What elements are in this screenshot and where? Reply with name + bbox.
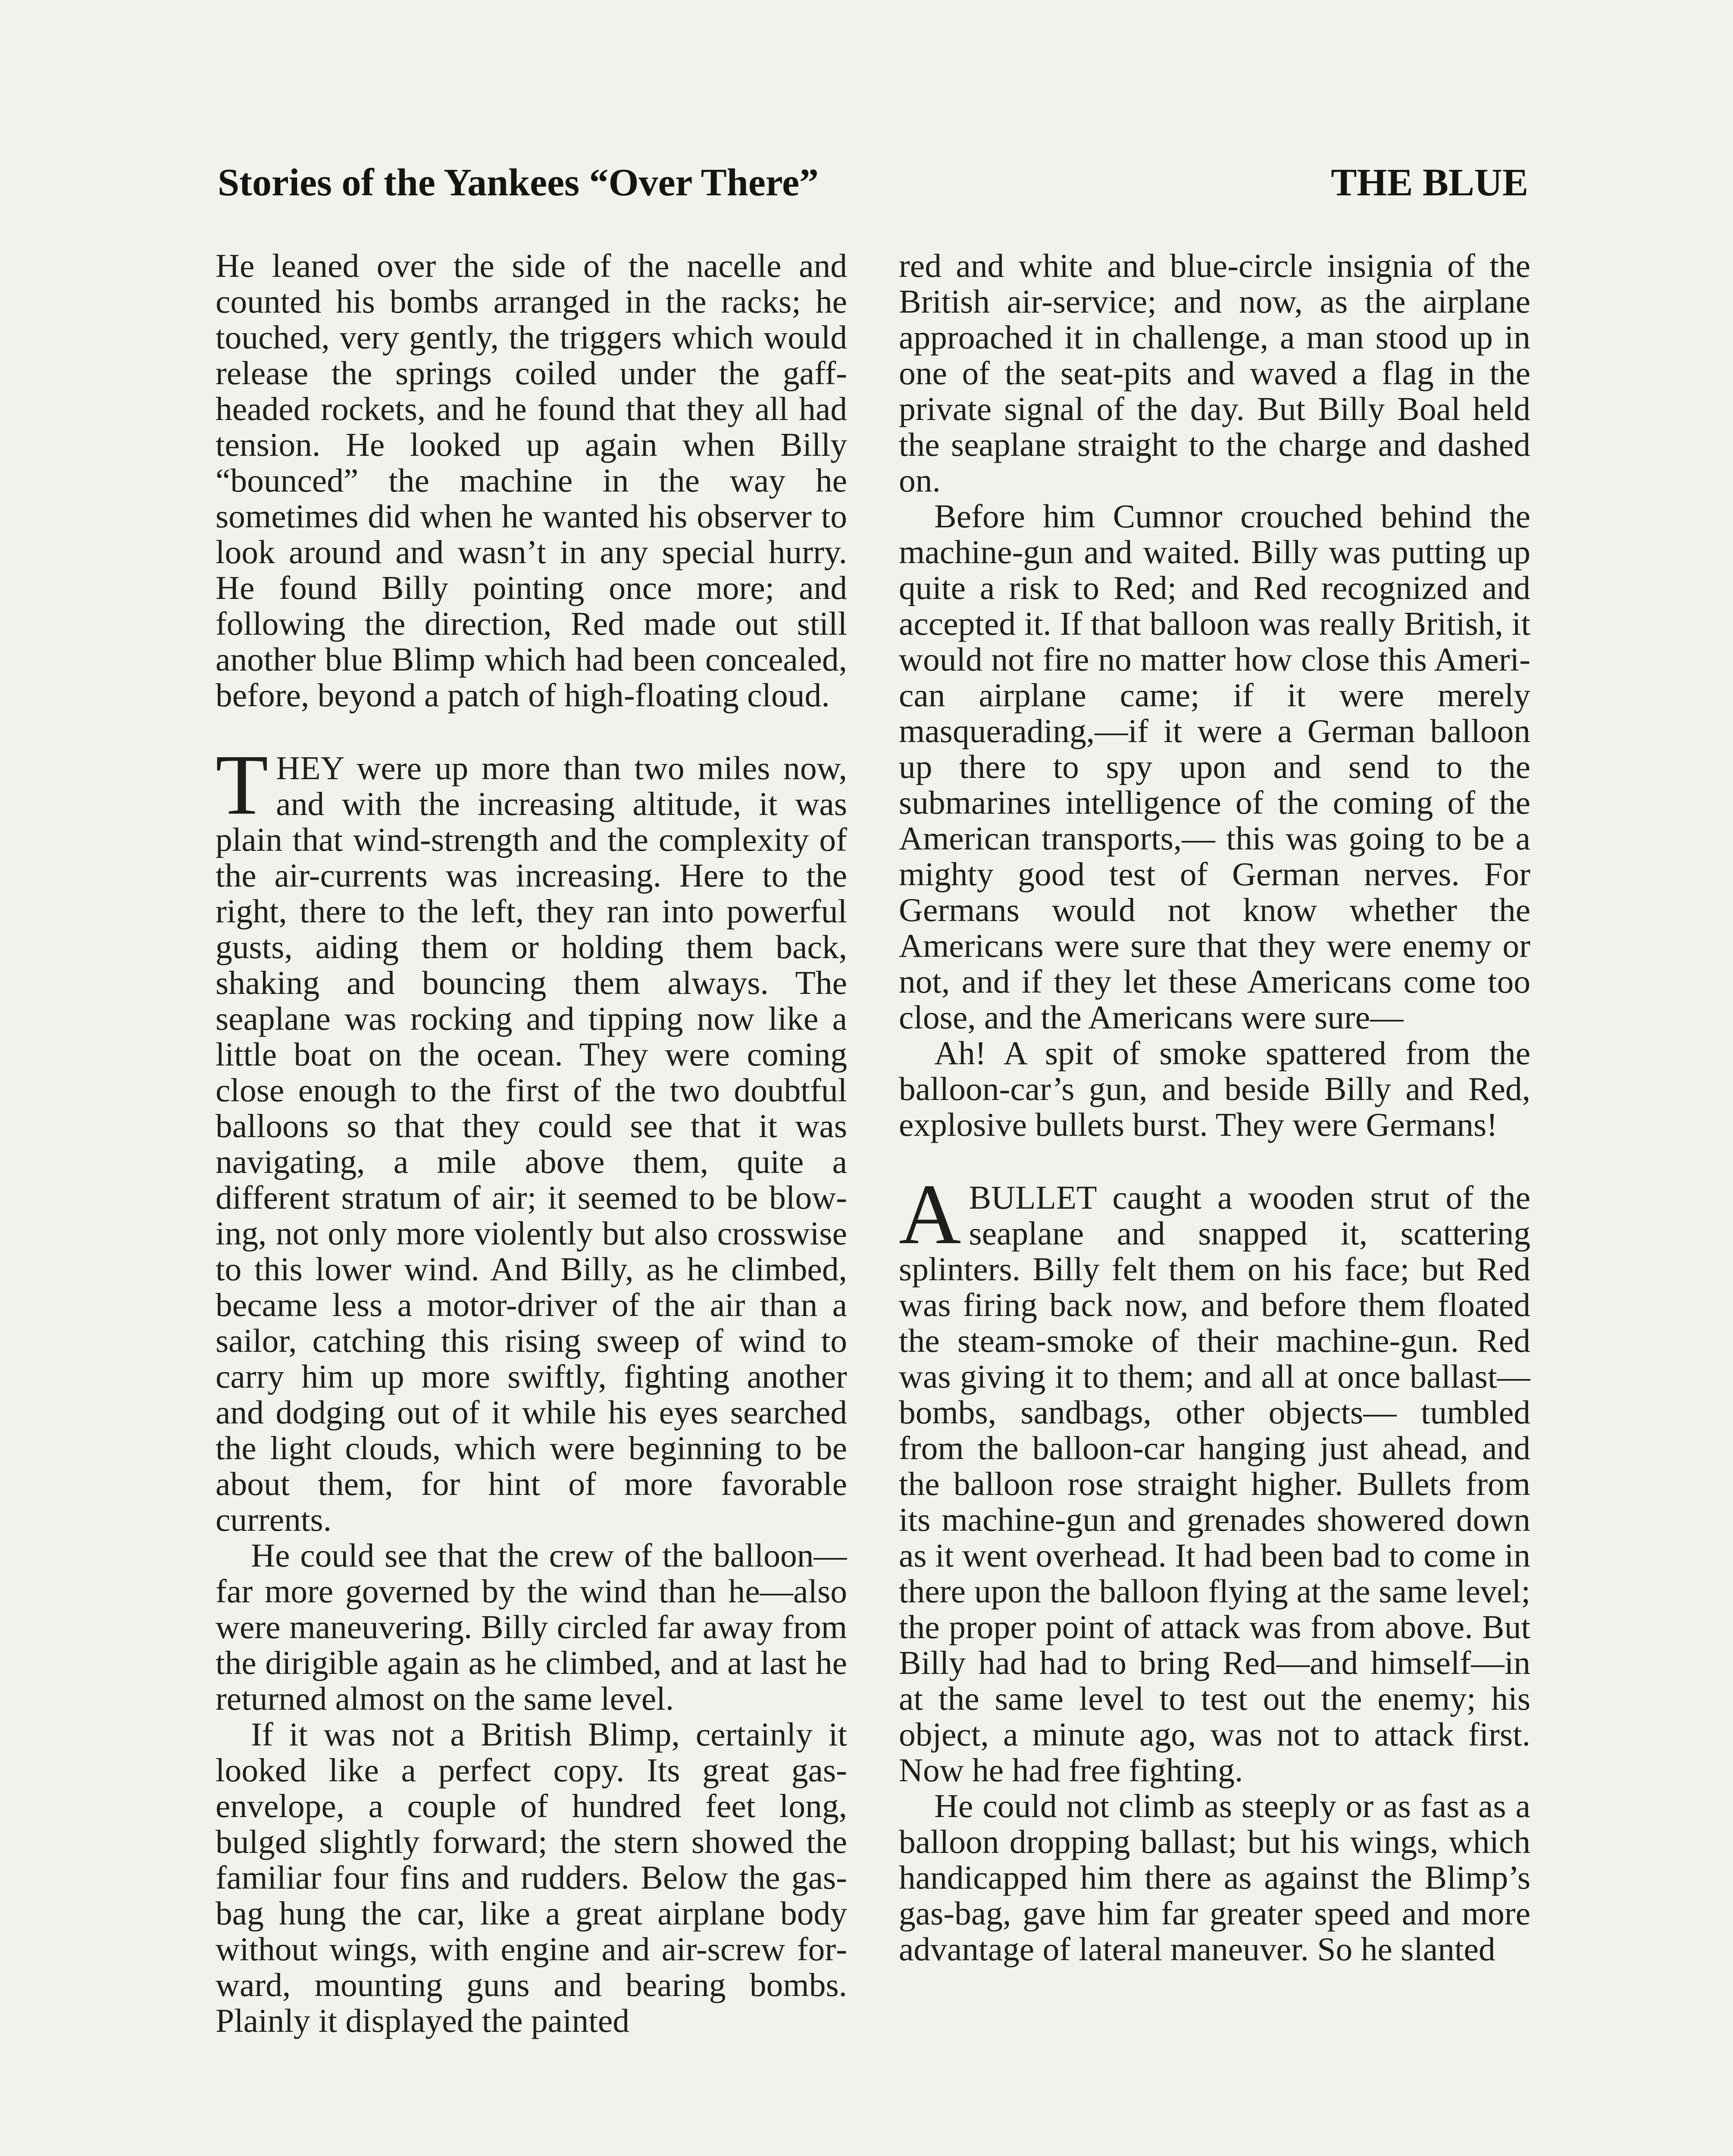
left-column [216, 248, 847, 2156]
paragraph: red and white and blue-circle insignia of the British air-service; and now, as the airplane approached it in challenge, a man stood up in one of the seat-pits and waved a flag in the private signal of the day. But Billy Boal held the seaplane straight to the charge and dashed on. [899, 248, 1530, 499]
paragraph: Ah! A spit of smoke spattered from the balloon-car’s gun, and beside Billy and Red, explosive bullets burst. They were Germans! [899, 1034, 1530, 1143]
drop-cap-paragraph: ABULLET caught a wooden strut of the seaplane and snapped it, scattering splinters. Billy felt them on his face; but Red was firing back now, and before them floated the steam-smoke of their machine-gun. Red was giving it to them; and all at once ballast—bombs, sandbags, other objects— tumbled from the balloon-car hanging just ahead, and the balloon rose straight higher. Bullets from its machine-gun and grenades showered down as it went overhead. It had been bad to come in there upon the balloon flying at the same level; the proper point of attack was from above. But Billy had had to bring Red—and himself—in at the same level to test out the enemy; his object, a minute ago, was not to attack first. Now he had free fighting. [899, 1167, 1530, 1789]
running-header [218, 160, 1528, 216]
drop-cap-paragraph: THEY were up more than two miles now, and with the increasing altitude, it was plain that wind-strength and the complexity of the air-currents was increasing. Here to the right, there to the left, they ran into powerful gusts, aiding them or holding them back, shaking and bouncing them always. The seaplane was rocking and tipping now like a little boat on the ocean. They were coming close enough to the first of the two doubtful balloons so that they could see that it was navigating, a mile above them, quite a different stratum of air; it seemed to be blowing, not only more violently but also crosswise to this lower wind. And Billy, as he climbed, became less a motor-driver of the air than a sailor, catching this rising sweep of wind to carry him up more swiftly, fighting another and dodging out of it while his eyes searched the light clouds, which were beginning to be about them, for hint of more favorable currents. [216, 737, 847, 1538]
paragraph: He could see that the crew of the balloon—far more governed by the wind than he—also were maneuvering. Billy circled far away from the dirigible again as he climbed, and at last he returned almost on the same level. [216, 1537, 847, 1717]
magazine-name: THE BLUE [1331, 161, 1528, 204]
story-title: Stories of the Yankees “Over There” [218, 161, 819, 204]
text-columns [216, 248, 1530, 2156]
right-column [899, 248, 1530, 2156]
paragraph: If it was not a British Blimp, certainly it looked like a perfect copy. Its great gas-envelope, a couple of hundred feet long, bulged slightly forward; the stern showed the familiar four fins and rudders. Below the gas-bag hung the car, like a great airplane body without wings, with engine and air-screw forward, mounting guns and bearing bombs. Plainly it displayed the painted [216, 1716, 847, 2039]
paragraph: He could not climb as steeply or as fast as a balloon dropping ballast; but his wings, which handicapped him there as against the Blimp’s gas-bag, gave him far greater speed and more advantage of lateral maneuver. So he slanted [899, 1787, 1530, 1968]
paragraph: Before him Cumnor crouched behind the machine-gun and waited. Billy was putting up quite a risk to Red; and Red recognized and accepted it. If that balloon was really British, it would not fire no matter how close this American airplane came; if it were merely masquerading,—if it were a German balloon up there to spy upon and send to the submarines intelligence of the coming of the American transports,— this was going to be a mighty good test of German nerves. For Germans would not know whether the Americans were sure that they were enemy or not, and if they let these Americans come too close, and the Americans were sure— [899, 498, 1530, 1036]
paragraph: He leaned over the side of the nacelle and counted his bombs arranged in the racks; he touched, very gently, the triggers which would release the springs coiled under the gaff-headed rockets, and he found that they all had tension. He looked up again when Billy “bounced” the machine in the way he sometimes did when he wanted his observer to look around and wasn’t in any special hurry. He found Billy pointing once more; and following the direction, Red made out still another blue Blimp which had been concealed, before, beyond a patch of high-floating cloud. [216, 248, 847, 714]
